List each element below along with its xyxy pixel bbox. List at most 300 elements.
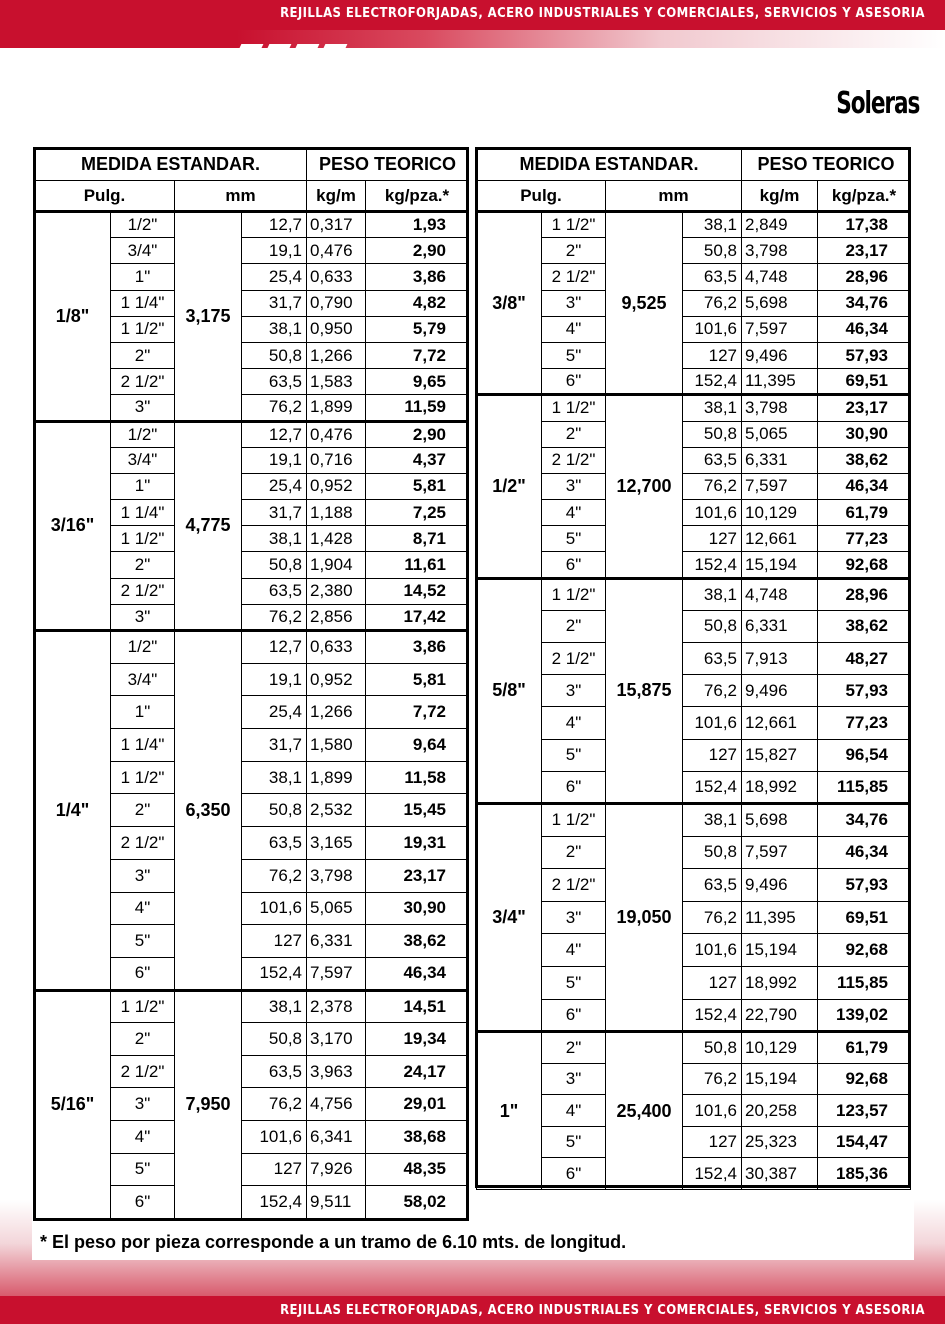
kg-per-meter-cell: 7,913: [742, 643, 818, 675]
kg-per-piece-cell: 11,58: [366, 761, 469, 794]
width-mm-cell: 127: [683, 342, 742, 368]
width-in-cell: 6": [542, 771, 606, 803]
table-row: [477, 473, 911, 499]
thickness-mm-cell: 12,700: [606, 395, 683, 578]
width-mm-cell: 101,6: [242, 892, 307, 925]
kg-per-meter-cell: 2,856: [307, 604, 366, 630]
header-kgpza: kg/pza.*: [366, 181, 469, 212]
table-row: [477, 1126, 911, 1158]
kg-per-meter-cell: 12,661: [742, 707, 818, 739]
thickness-mm-cell: 3,175: [175, 212, 242, 422]
table-row: [477, 290, 911, 316]
kg-per-piece-cell: 23,17: [366, 859, 469, 892]
kg-per-piece-cell: 19,31: [366, 827, 469, 860]
width-in-cell: 5": [542, 1126, 606, 1158]
width-mm-cell: 31,7: [242, 500, 307, 526]
kg-per-meter-cell: 1,266: [307, 342, 366, 368]
kg-per-meter-cell: 9,496: [742, 869, 818, 902]
kg-per-meter-cell: 15,194: [742, 1063, 818, 1095]
width-in-cell: 2 1/2": [542, 264, 606, 290]
thickness-mm-cell: 4,775: [175, 421, 242, 631]
kg-per-piece-cell: 92,68: [818, 934, 911, 967]
kg-per-meter-cell: 9,496: [742, 675, 818, 707]
width-in-cell: 1 1/2": [111, 761, 175, 794]
width-mm-cell: 127: [683, 526, 742, 552]
kg-per-meter-cell: 22,790: [742, 999, 818, 1032]
thickness-in-cell: 1/4": [35, 631, 111, 991]
width-in-cell: 5": [111, 925, 175, 958]
kg-per-meter-cell: 0,790: [307, 290, 366, 316]
kg-per-meter-cell: 0,950: [307, 316, 366, 342]
header-medida: MEDIDA ESTANDAR.: [35, 149, 307, 181]
width-mm-cell: 38,1: [683, 395, 742, 421]
kg-per-piece-cell: 57,93: [818, 869, 911, 902]
width-mm-cell: 63,5: [242, 1055, 307, 1088]
width-in-cell: 6": [111, 1186, 175, 1219]
header-kgm: kg/m: [307, 181, 366, 212]
kg-per-meter-cell: 1,188: [307, 500, 366, 526]
width-mm-cell: 38,1: [242, 761, 307, 794]
kg-per-piece-cell: 1,93: [366, 212, 469, 238]
kg-per-piece-cell: 5,79: [366, 316, 469, 342]
kg-per-meter-cell: 3,798: [307, 859, 366, 892]
width-mm-cell: 152,4: [683, 999, 742, 1032]
width-mm-cell: 19,1: [242, 238, 307, 264]
kg-per-piece-cell: 3,86: [366, 264, 469, 290]
kg-per-piece-cell: 38,68: [366, 1120, 469, 1153]
width-in-cell: 5": [542, 342, 606, 368]
thickness-in-cell: 3/4": [477, 803, 542, 1031]
kg-per-meter-cell: 0,952: [307, 663, 366, 696]
header-kgm: kg/m: [742, 181, 818, 212]
width-mm-cell: 50,8: [683, 238, 742, 264]
width-in-cell: 3": [542, 290, 606, 316]
width-mm-cell: 152,4: [242, 957, 307, 990]
width-in-cell: 2": [542, 421, 606, 447]
width-in-cell: 3": [111, 1088, 175, 1121]
table-row: [477, 552, 911, 578]
table-row: [477, 238, 911, 264]
width-in-cell: 3": [542, 473, 606, 499]
table-row: [35, 990, 469, 1023]
kg-per-meter-cell: 3,798: [742, 395, 818, 421]
header-tagline: REJILLAS ELECTROFORJADAS, ACERO INDUSTRIALES Y COMERCIALES, SERVICIOS Y ASESORIA: [280, 6, 925, 21]
kg-per-meter-cell: 0,476: [307, 421, 366, 447]
kg-per-meter-cell: 1,899: [307, 761, 366, 794]
width-in-cell: 3": [111, 604, 175, 630]
kg-per-piece-cell: 7,72: [366, 696, 469, 729]
width-in-cell: 3": [111, 859, 175, 892]
kg-per-meter-cell: 6,341: [307, 1120, 366, 1153]
width-mm-cell: 101,6: [683, 316, 742, 342]
kg-per-meter-cell: 0,716: [307, 447, 366, 473]
table-row: [477, 934, 911, 967]
kg-per-piece-cell: 46,34: [818, 316, 911, 342]
width-mm-cell: 31,7: [242, 729, 307, 762]
width-in-cell: 5": [542, 739, 606, 771]
kg-per-piece-cell: 7,72: [366, 342, 469, 368]
width-mm-cell: 152,4: [683, 771, 742, 803]
kg-per-piece-cell: 77,23: [818, 526, 911, 552]
width-in-cell: 1 1/2": [542, 212, 606, 238]
kg-per-meter-cell: 10,129: [742, 500, 818, 526]
width-mm-cell: 50,8: [683, 836, 742, 869]
kg-per-meter-cell: 10,129: [742, 1032, 818, 1064]
width-mm-cell: 38,1: [683, 803, 742, 836]
width-mm-cell: 76,2: [242, 604, 307, 630]
table-row: [477, 869, 911, 902]
width-mm-cell: 101,6: [683, 934, 742, 967]
width-mm-cell: 50,8: [242, 1023, 307, 1056]
kg-per-piece-cell: 4,37: [366, 447, 469, 473]
table-row: [477, 1063, 911, 1095]
kg-per-meter-cell: 11,395: [742, 901, 818, 934]
kg-per-piece-cell: 69,51: [818, 369, 911, 395]
kg-per-meter-cell: 9,511: [307, 1186, 366, 1219]
table-row: [477, 500, 911, 526]
header-peso: PESO TEORICO: [307, 149, 469, 181]
width-mm-cell: 76,2: [683, 473, 742, 499]
kg-per-meter-cell: 6,331: [742, 447, 818, 473]
kg-per-meter-cell: 1,583: [307, 369, 366, 395]
width-in-cell: 1/2": [111, 421, 175, 447]
width-in-cell: 3": [542, 1063, 606, 1095]
table-row: [477, 675, 911, 707]
kg-per-meter-cell: 4,756: [307, 1088, 366, 1121]
header-medida: MEDIDA ESTANDAR.: [477, 149, 742, 181]
kg-per-piece-cell: 115,85: [818, 771, 911, 803]
width-mm-cell: 101,6: [242, 1120, 307, 1153]
kg-per-meter-cell: 1,899: [307, 395, 366, 421]
table-row: [477, 901, 911, 934]
width-in-cell: 6": [542, 369, 606, 395]
width-in-cell: 4": [542, 500, 606, 526]
width-mm-cell: 63,5: [683, 264, 742, 290]
width-mm-cell: 38,1: [242, 526, 307, 552]
table-row: [477, 264, 911, 290]
kg-per-piece-cell: 92,68: [818, 1063, 911, 1095]
table-row: [477, 707, 911, 739]
table-row: [477, 739, 911, 771]
kg-per-meter-cell: 0,476: [307, 238, 366, 264]
kg-per-piece-cell: 46,34: [366, 957, 469, 990]
width-mm-cell: 101,6: [683, 500, 742, 526]
width-in-cell: 5": [111, 1153, 175, 1186]
width-mm-cell: 127: [242, 925, 307, 958]
width-in-cell: 2 1/2": [542, 643, 606, 675]
width-in-cell: 6": [111, 957, 175, 990]
table-row: [35, 212, 469, 238]
kg-per-meter-cell: 9,496: [742, 342, 818, 368]
width-in-cell: 1": [111, 473, 175, 499]
header-kgpza: kg/pza.*: [818, 181, 911, 212]
kg-per-meter-cell: 5,065: [742, 421, 818, 447]
header-peso: PESO TEORICO: [742, 149, 911, 181]
kg-per-meter-cell: 12,661: [742, 526, 818, 552]
kg-per-meter-cell: 3,170: [307, 1023, 366, 1056]
width-in-cell: 2": [111, 342, 175, 368]
kg-per-piece-cell: 96,54: [818, 739, 911, 771]
kg-per-meter-cell: 20,258: [742, 1095, 818, 1127]
kg-per-piece-cell: 17,42: [366, 604, 469, 630]
kg-per-piece-cell: 139,02: [818, 999, 911, 1032]
table-row: [477, 999, 911, 1032]
kg-per-piece-cell: 5,81: [366, 473, 469, 499]
thickness-in-cell: 5/8": [477, 578, 542, 803]
kg-per-piece-cell: 48,35: [366, 1153, 469, 1186]
table-row: [477, 526, 911, 552]
width-mm-cell: 50,8: [683, 421, 742, 447]
kg-per-piece-cell: 28,96: [818, 264, 911, 290]
kg-per-piece-cell: 30,90: [366, 892, 469, 925]
table-row: [477, 803, 911, 836]
width-in-cell: 4": [542, 1095, 606, 1127]
kg-per-meter-cell: 15,194: [742, 552, 818, 578]
kg-per-piece-cell: 3,86: [366, 631, 469, 664]
kg-per-piece-cell: 34,76: [818, 290, 911, 316]
width-in-cell: 1 1/4": [111, 729, 175, 762]
width-mm-cell: 127: [683, 966, 742, 999]
header-pulg: Pulg.: [35, 181, 175, 212]
table-row: [477, 1032, 911, 1064]
table-row: [477, 1095, 911, 1127]
thickness-mm-cell: 9,525: [606, 212, 683, 395]
kg-per-piece-cell: 8,71: [366, 526, 469, 552]
width-in-cell: 5": [542, 966, 606, 999]
kg-per-meter-cell: 4,748: [742, 264, 818, 290]
width-mm-cell: 38,1: [242, 316, 307, 342]
kg-per-piece-cell: 48,27: [818, 643, 911, 675]
width-mm-cell: 63,5: [242, 827, 307, 860]
thickness-in-cell: 1": [477, 1032, 542, 1190]
width-mm-cell: 19,1: [242, 447, 307, 473]
kg-per-meter-cell: 2,532: [307, 794, 366, 827]
kg-per-meter-cell: 7,597: [742, 836, 818, 869]
kg-per-piece-cell: 123,57: [818, 1095, 911, 1127]
table-row: [477, 610, 911, 642]
table-row: [477, 578, 911, 610]
width-mm-cell: 38,1: [242, 990, 307, 1023]
width-mm-cell: 127: [242, 1153, 307, 1186]
kg-per-piece-cell: 4,82: [366, 290, 469, 316]
kg-per-piece-cell: 38,62: [818, 610, 911, 642]
width-mm-cell: 152,4: [683, 1158, 742, 1190]
width-in-cell: 2 1/2": [542, 869, 606, 902]
kg-per-meter-cell: 7,926: [307, 1153, 366, 1186]
width-mm-cell: 25,4: [242, 264, 307, 290]
kg-per-piece-cell: 7,25: [366, 500, 469, 526]
kg-per-piece-cell: 2,90: [366, 238, 469, 264]
kg-per-meter-cell: 7,597: [307, 957, 366, 990]
kg-per-meter-cell: 18,992: [742, 771, 818, 803]
width-in-cell: 1 1/2": [111, 316, 175, 342]
width-in-cell: 6": [542, 552, 606, 578]
width-mm-cell: 12,7: [242, 421, 307, 447]
width-mm-cell: 25,4: [242, 473, 307, 499]
kg-per-piece-cell: 17,38: [818, 212, 911, 238]
soleras-table-right: [476, 148, 911, 1190]
table-row: [477, 643, 911, 675]
kg-per-piece-cell: 61,79: [818, 500, 911, 526]
width-in-cell: 2": [111, 794, 175, 827]
kg-per-meter-cell: 7,597: [742, 316, 818, 342]
width-mm-cell: 38,1: [683, 578, 742, 610]
header-pulg: Pulg.: [477, 181, 606, 212]
table-row: [477, 342, 911, 368]
kg-per-piece-cell: 9,64: [366, 729, 469, 762]
table-row: [477, 395, 911, 421]
width-mm-cell: 50,8: [683, 610, 742, 642]
table-row: [35, 631, 469, 664]
header-mm: mm: [606, 181, 742, 212]
kg-per-piece-cell: 11,61: [366, 552, 469, 578]
kg-per-meter-cell: 2,378: [307, 990, 366, 1023]
width-in-cell: 1/2": [111, 631, 175, 664]
width-in-cell: 1 1/2": [542, 395, 606, 421]
kg-per-piece-cell: 23,17: [818, 395, 911, 421]
width-mm-cell: 19,1: [242, 663, 307, 696]
width-in-cell: 1": [111, 264, 175, 290]
width-in-cell: 2": [542, 836, 606, 869]
table-row: [477, 212, 911, 238]
width-mm-cell: 76,2: [683, 1063, 742, 1095]
kg-per-meter-cell: 1,580: [307, 729, 366, 762]
kg-per-piece-cell: 24,17: [366, 1055, 469, 1088]
width-in-cell: 1/2": [111, 212, 175, 238]
thickness-mm-cell: 25,400: [606, 1032, 683, 1190]
kg-per-meter-cell: 18,992: [742, 966, 818, 999]
kg-per-piece-cell: 9,65: [366, 369, 469, 395]
table-row: [477, 447, 911, 473]
width-in-cell: 3/4": [111, 663, 175, 696]
width-in-cell: 2 1/2": [111, 578, 175, 604]
width-mm-cell: 12,7: [242, 631, 307, 664]
kg-per-piece-cell: 38,62: [366, 925, 469, 958]
width-in-cell: 6": [542, 1158, 606, 1190]
table-row: [477, 421, 911, 447]
kg-per-piece-cell: 29,01: [366, 1088, 469, 1121]
kg-per-piece-cell: 46,34: [818, 473, 911, 499]
kg-per-piece-cell: 154,47: [818, 1126, 911, 1158]
width-in-cell: 3/4": [111, 238, 175, 264]
width-mm-cell: 50,8: [242, 342, 307, 368]
width-mm-cell: 50,8: [242, 552, 307, 578]
width-in-cell: 1 1/2": [111, 526, 175, 552]
footer-tagline: REJILLAS ELECTROFORJADAS, ACERO INDUSTRIALES Y COMERCIALES, SERVICIOS Y ASESORIA: [280, 1303, 925, 1318]
kg-per-meter-cell: 0,633: [307, 631, 366, 664]
width-in-cell: 6": [542, 999, 606, 1032]
width-mm-cell: 152,4: [683, 369, 742, 395]
width-mm-cell: 31,7: [242, 290, 307, 316]
kg-per-meter-cell: 0,317: [307, 212, 366, 238]
width-in-cell: 1": [111, 696, 175, 729]
kg-per-meter-cell: 30,387: [742, 1158, 818, 1190]
thickness-mm-cell: 7,950: [175, 990, 242, 1218]
width-mm-cell: 25,4: [242, 696, 307, 729]
kg-per-piece-cell: 77,23: [818, 707, 911, 739]
kg-per-piece-cell: 46,34: [818, 836, 911, 869]
thickness-mm-cell: 15,875: [606, 578, 683, 803]
table-row: [35, 421, 469, 447]
table-row: [477, 966, 911, 999]
width-in-cell: 4": [542, 707, 606, 739]
width-in-cell: 2 1/2": [111, 369, 175, 395]
kg-per-meter-cell: 3,798: [742, 238, 818, 264]
width-in-cell: 4": [111, 1120, 175, 1153]
kg-per-piece-cell: 2,90: [366, 421, 469, 447]
width-in-cell: 1 1/4": [111, 290, 175, 316]
width-mm-cell: 50,8: [683, 1032, 742, 1064]
kg-per-piece-cell: 58,02: [366, 1186, 469, 1219]
kg-per-meter-cell: 5,065: [307, 892, 366, 925]
kg-per-meter-cell: 4,748: [742, 578, 818, 610]
thickness-in-cell: 5/16": [35, 990, 111, 1218]
width-in-cell: 1 1/2": [542, 803, 606, 836]
width-in-cell: 3": [111, 395, 175, 421]
width-mm-cell: 127: [683, 739, 742, 771]
width-mm-cell: 76,2: [242, 1088, 307, 1121]
width-mm-cell: 63,5: [242, 578, 307, 604]
kg-per-piece-cell: 185,36: [818, 1158, 911, 1190]
kg-per-meter-cell: 2,380: [307, 578, 366, 604]
width-in-cell: 5": [542, 526, 606, 552]
soleras-table-left: [34, 148, 469, 1219]
kg-per-piece-cell: 14,51: [366, 990, 469, 1023]
kg-per-piece-cell: 5,81: [366, 663, 469, 696]
kg-per-piece-cell: 23,17: [818, 238, 911, 264]
kg-per-meter-cell: 1,266: [307, 696, 366, 729]
width-in-cell: 4": [542, 316, 606, 342]
width-mm-cell: 101,6: [683, 1095, 742, 1127]
width-in-cell: 2 1/2": [111, 827, 175, 860]
thickness-in-cell: 3/8": [477, 212, 542, 395]
width-in-cell: 2": [111, 552, 175, 578]
table-row: [477, 836, 911, 869]
header-mm: mm: [175, 181, 307, 212]
footer-band: [0, 1296, 945, 1324]
table-row: [477, 316, 911, 342]
header-band: [0, 0, 945, 30]
kg-per-meter-cell: 6,331: [742, 610, 818, 642]
kg-per-meter-cell: 25,323: [742, 1126, 818, 1158]
kg-per-piece-cell: 92,68: [818, 552, 911, 578]
kg-per-meter-cell: 2,849: [742, 212, 818, 238]
width-in-cell: 3/4": [111, 447, 175, 473]
kg-per-meter-cell: 1,428: [307, 526, 366, 552]
width-mm-cell: 101,6: [683, 707, 742, 739]
width-mm-cell: 38,1: [683, 212, 742, 238]
footnote: * El peso por pieza corresponde a un tramo de 6.10 mts. de longitud.: [40, 1232, 627, 1252]
thickness-mm-cell: 6,350: [175, 631, 242, 991]
kg-per-piece-cell: 28,96: [818, 578, 911, 610]
width-in-cell: 3": [542, 901, 606, 934]
kg-per-meter-cell: 3,963: [307, 1055, 366, 1088]
width-in-cell: 1 1/2": [542, 578, 606, 610]
kg-per-meter-cell: 1,904: [307, 552, 366, 578]
kg-per-meter-cell: 7,597: [742, 473, 818, 499]
kg-per-meter-cell: 15,194: [742, 934, 818, 967]
thickness-in-cell: 1/8": [35, 212, 111, 422]
width-in-cell: 1 1/4": [111, 500, 175, 526]
width-mm-cell: 12,7: [242, 212, 307, 238]
width-in-cell: 1 1/2": [111, 990, 175, 1023]
kg-per-piece-cell: 14,52: [366, 578, 469, 604]
width-mm-cell: 76,2: [242, 395, 307, 421]
width-mm-cell: 152,4: [683, 552, 742, 578]
width-mm-cell: 63,5: [683, 643, 742, 675]
kg-per-meter-cell: 5,698: [742, 803, 818, 836]
page-title: Soleras: [836, 86, 919, 121]
